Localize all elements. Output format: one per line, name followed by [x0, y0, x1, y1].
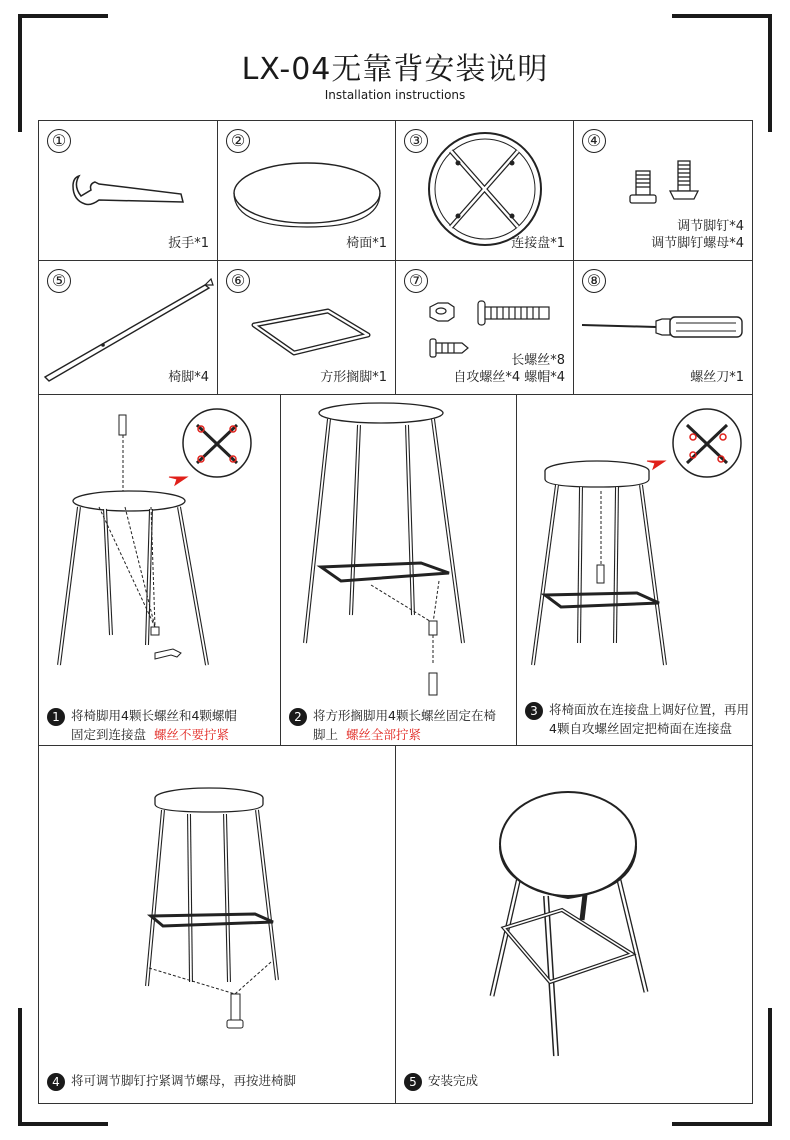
part-label: 连接盘*1	[511, 236, 565, 251]
step-number: 3	[525, 702, 543, 720]
step-panel	[516, 394, 753, 746]
step-text: 4颗自攻螺丝固定把椅面在连接盘	[549, 720, 732, 736]
part-number: ①	[47, 129, 71, 153]
step-text: 固定到连接盘	[71, 726, 147, 742]
part-cell	[573, 120, 753, 261]
corner-bracket-bl	[18, 1008, 22, 1126]
part-label: 螺丝刀*1	[690, 370, 744, 385]
corner-bracket-tr	[672, 14, 772, 18]
step-5-illustration	[396, 746, 754, 1105]
step-text: 安装完成	[428, 1073, 479, 1088]
part-label: 长螺丝*8	[511, 353, 565, 368]
arrow-icon	[647, 461, 665, 469]
part-number: ③	[404, 129, 428, 153]
part-cell	[395, 260, 574, 395]
step-number: 2	[289, 708, 307, 726]
part-number: ②	[226, 129, 250, 153]
part-number: ⑦	[404, 269, 428, 293]
step-warning: 螺丝不要拧紧	[153, 726, 229, 742]
arrow-icon	[169, 477, 187, 485]
part-label: 扳手*1	[168, 236, 209, 251]
part-cell	[38, 260, 218, 395]
corner-bracket-br	[768, 1008, 772, 1126]
part-cell	[573, 260, 753, 395]
step-3-illustration	[517, 395, 754, 747]
part-cell	[217, 120, 396, 261]
part-label: 椅脚*4	[168, 370, 209, 385]
step-4-illustration	[39, 746, 397, 1105]
step-panel	[395, 745, 753, 1104]
step-text: 将方形搁脚用4颗长螺丝固定在椅	[313, 708, 496, 723]
step-text: 将椅脚用4颗长螺丝和4颗螺帽	[71, 708, 237, 723]
step-number: 4	[47, 1073, 65, 1091]
part-label: 椅面*1	[346, 236, 387, 251]
part-label: 自攻螺丝*4 螺帽*4	[453, 370, 565, 385]
part-number: ⑥	[226, 269, 250, 293]
step-2-illustration	[281, 395, 518, 747]
part-cell	[395, 120, 574, 261]
corner-bracket-bl	[18, 1122, 108, 1126]
part-cell	[38, 120, 218, 261]
step-panel	[280, 394, 517, 746]
part-number: ④	[582, 129, 606, 153]
page-subtitle: Installation instructions	[324, 88, 466, 102]
step-panel	[38, 745, 396, 1104]
part-cell	[217, 260, 396, 395]
part-label: 调节脚钉*4	[677, 219, 744, 234]
part-number: ⑧	[582, 269, 606, 293]
step-text: 脚上	[313, 726, 339, 742]
step-text: 将可调节脚钉拧紧调节螺母，再按进椅脚	[71, 1073, 297, 1088]
step-1-illustration	[39, 395, 282, 747]
step-warning: 螺丝全部拧紧	[345, 726, 421, 742]
part-number: ⑤	[47, 269, 71, 293]
part-label: 调节脚钉螺母*4	[651, 236, 744, 251]
step-number: 1	[47, 708, 65, 726]
corner-bracket-br	[672, 1122, 772, 1126]
part-label: 方形搁脚*1	[320, 370, 387, 385]
page-title: LX-04无靠背安装说明	[241, 52, 549, 87]
step-text: 将椅面放在连接盘上调好位置，再用	[549, 702, 750, 717]
step-number: 5	[404, 1073, 422, 1091]
corner-bracket-tl	[18, 14, 108, 18]
step-panel	[38, 394, 281, 746]
